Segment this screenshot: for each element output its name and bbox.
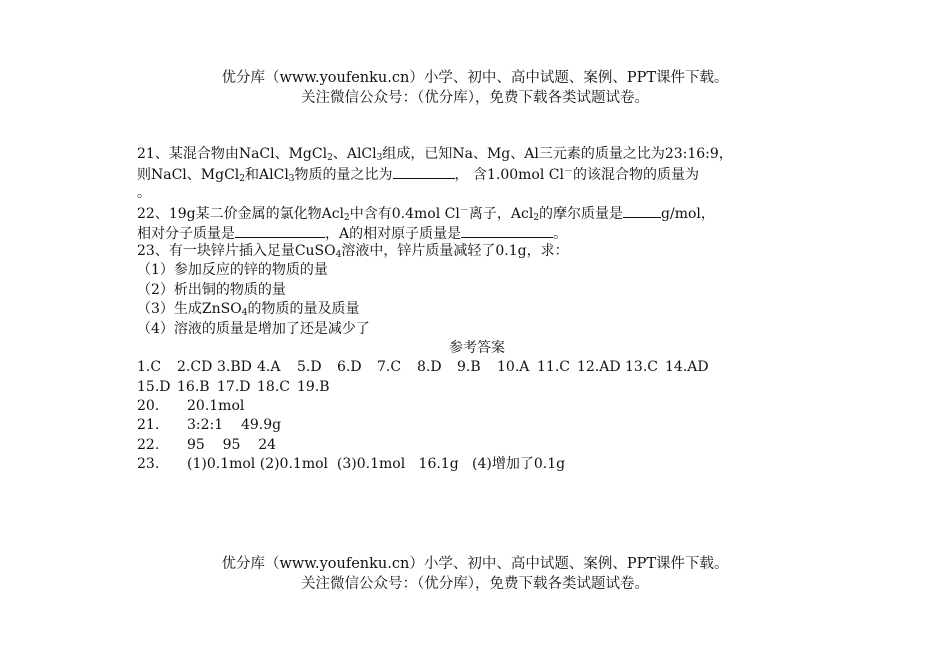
answer-item: 14.AD <box>665 359 709 376</box>
q21-text-g: ， 含1.00mol Cl <box>454 167 564 184</box>
answer-blank <box>393 164 455 179</box>
q21-text-b: 、AlCl <box>332 146 377 162</box>
answer-item: 6.D <box>337 359 362 376</box>
q21-text-c: 组成，已知Na、Mg、Al三元素的质量之比为23:16:9， <box>382 146 733 162</box>
q22-text-h: 。 <box>553 225 568 242</box>
q21-line-3: 。 <box>137 184 151 201</box>
subscript: 4 <box>241 308 248 319</box>
subscript: 2 <box>344 213 350 224</box>
answer-item: 8.D <box>417 359 442 376</box>
subscript: 2 <box>239 174 246 185</box>
answer-item: 5.D <box>297 359 322 376</box>
q23-sub-3 <box>137 300 817 319</box>
answer-22 <box>137 436 817 455</box>
q21-text-a: 21、某混合物由NaCl、MgCl <box>137 146 328 162</box>
q22-text-e: g/mol， <box>661 206 715 223</box>
answer-item: 13.C <box>625 359 658 376</box>
q23-text-a: 23、有一块锌片插入足量CuSO <box>137 242 336 259</box>
superscript: － <box>563 167 573 178</box>
answer-item: 16.B <box>177 378 210 395</box>
q21-text-h: 的该混合物的质量为 <box>573 167 699 184</box>
answer-value: 95 95 24 <box>187 436 277 453</box>
q22-line-1 <box>137 203 817 222</box>
answer-item: 2.CD <box>177 359 213 376</box>
answers-row-2 <box>137 378 817 397</box>
q23-line-1 <box>137 242 817 261</box>
q22-text-b: 中含有0.4mol Cl <box>349 206 460 223</box>
q23-sub-1: （1）参加反应的锌的物质的量 <box>137 262 328 279</box>
header-line-wechat: 关注微信公众号：（优分库），免费下载各类试题试卷。 <box>301 90 649 106</box>
answer-blank <box>623 203 661 218</box>
subscript: 2 <box>533 213 540 224</box>
answer-item: 17.D <box>217 378 251 395</box>
q22-text-c: 离子，Acl <box>468 206 534 223</box>
answer-23 <box>137 455 817 474</box>
answer-item: 7.C <box>377 359 402 376</box>
answer-value: 20.1mol <box>187 398 245 415</box>
answer-number: 23. <box>137 456 160 473</box>
answer-value: (1)0.1mol (2)0.1mol (3)0.1mol 16.1g (4)增加了0.1g <box>187 456 566 473</box>
answer-20 <box>137 397 817 416</box>
q23-sub-2: （2）析出铜的物质的量 <box>137 281 286 298</box>
q22-text-f: 相对分子质量是 <box>137 225 235 242</box>
q23-text-c: （3）生成ZnSO <box>137 301 242 318</box>
q21-text-e: 和AlCl <box>245 167 289 184</box>
q23-text-b: 溶液中，锌片质量减轻了0.1g，求： <box>341 242 569 259</box>
q21-line-2 <box>137 164 817 183</box>
superscript: － <box>459 206 469 217</box>
answer-item: 9.B <box>457 359 481 376</box>
q23-text-d: 的物质的量及质量 <box>247 301 360 318</box>
answer-item: 18.C <box>257 378 290 395</box>
answer-item: 19.B <box>297 378 330 395</box>
answer-item: 11.C <box>537 359 570 376</box>
question-body <box>137 145 817 475</box>
subscript: 2 <box>327 153 333 163</box>
answers-title: 参考答案 <box>449 339 505 356</box>
subscript: 3 <box>376 153 383 163</box>
answer-item: 1.C <box>137 359 162 376</box>
q22-text-g: ，A的相对原子质量是 <box>325 225 462 242</box>
answer-item: 15.D <box>137 378 171 395</box>
answers-row-1 <box>137 358 817 377</box>
answer-number: 21. <box>137 417 160 434</box>
q22-text-d: 的摩尔质量是 <box>539 206 624 223</box>
q22-line-2 <box>137 223 817 242</box>
q21-line-1 <box>137 145 817 164</box>
answer-blank <box>235 223 325 238</box>
answer-item: 12.AD <box>577 359 621 376</box>
answer-number: 22. <box>137 436 160 453</box>
q22-text-a: 22、19g某二价金属的氯化物Acl <box>137 206 345 223</box>
subscript: 3 <box>288 174 295 185</box>
footer-line-wechat: 关注微信公众号：（优分库），免费下载各类试题试卷。 <box>301 576 649 592</box>
answer-number: 20. <box>137 398 160 415</box>
header-line-site: 优分库（www.youfenku.cn）小学、初中、高中试题、案例、PPT课件下载。 <box>221 70 729 86</box>
q23-sub-4: （4）溶液的质量是增加了还是减少了 <box>137 320 370 337</box>
header-top <box>0 68 950 108</box>
q21-text-d: 则NaCl、MgCl <box>137 167 240 184</box>
answer-value: 3:2:1 49.9g <box>187 417 282 434</box>
answer-item: 10.A <box>497 359 530 376</box>
footer-line-site: 优分库（www.youfenku.cn）小学、初中、高中试题、案例、PPT课件下载。 <box>221 556 729 572</box>
answer-blank <box>461 223 553 238</box>
q21-text-f: 物质的量之比为 <box>294 167 393 184</box>
footer <box>0 554 950 594</box>
subscript: 4 <box>335 249 342 260</box>
answer-item: 3.BD <box>217 359 252 376</box>
answer-21 <box>137 416 817 435</box>
answer-item: 4.A <box>257 359 281 376</box>
